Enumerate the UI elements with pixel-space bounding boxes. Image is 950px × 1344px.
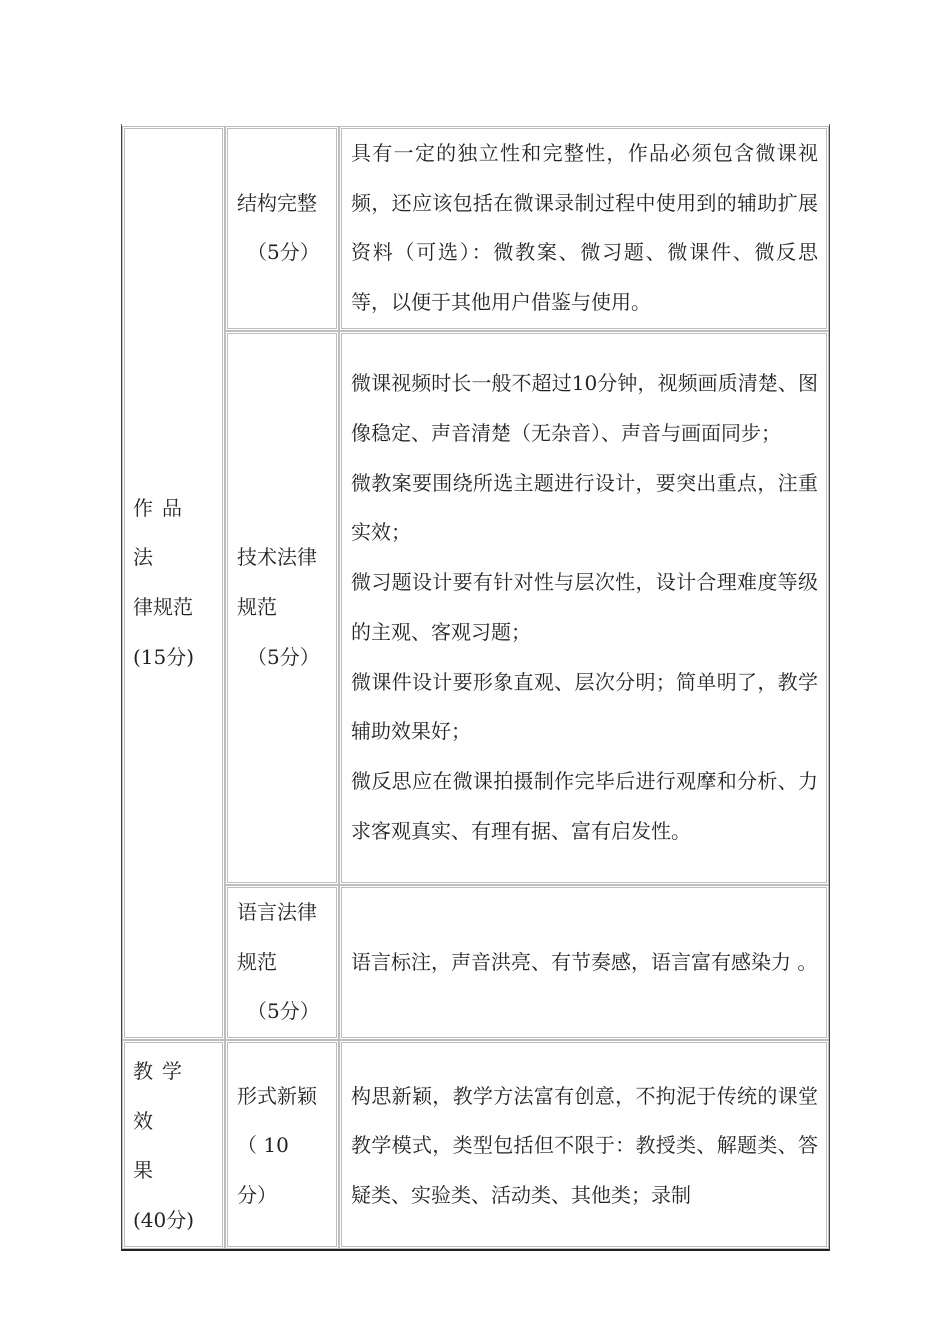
- description-paragraph: 微习题设计要有针对性与层次性，设计合理难度等级的主观、客观习题；: [351, 570, 818, 644]
- subcategory-cell-novel-form: [225, 1040, 339, 1249]
- score-number: 10: [263, 1133, 289, 1158]
- description-cell-structure: [339, 126, 829, 331]
- subcategory-line: 语言法律: [237, 899, 317, 924]
- subcategory-line: 形式新颖: [237, 1083, 317, 1108]
- description-cell-language: [339, 885, 829, 1040]
- description-text: 构思新颖，教学方法富有创意，不拘泥于传统的课堂教学模式，类型包括但不限于：教授类、解题类、答疑类、实验类、活动类、其他类；录制: [351, 1083, 818, 1208]
- description-cell-novel-form: [339, 1040, 829, 1249]
- category-cell-work-standards: [122, 126, 225, 1040]
- description-text: 具有一定的独立性和完整性，作品必须包含微课视频，还应该包括在微课录制过程中使用到的辅助扩展资料（可选）：微教案、微习题、微课件、微反思等，以便于其他用户借鉴与使用。: [351, 141, 818, 315]
- subcategory-line: 结构完整: [237, 190, 317, 215]
- scoring-rubric-table: [121, 126, 830, 1251]
- description-cell-technical: [339, 331, 829, 885]
- open-paren: （: [237, 1133, 257, 1158]
- subcategory-line: 分）: [237, 1183, 277, 1208]
- category-score: (40分): [133, 1208, 195, 1233]
- subcategory-line: 规范: [237, 594, 277, 619]
- description-paragraph: 微课视频时长一般不超过10分钟，视频画质清楚、图像稳定、声音清楚（无杂音）、声音与画面同步；: [351, 371, 818, 445]
- description-paragraph: 微反思应在微课拍摄制作完毕后进行观摩和分析、力求客观真实、有理有据、富有启发性。: [351, 768, 818, 843]
- table-row: [122, 885, 829, 1040]
- category-line: 作品法: [133, 495, 191, 570]
- subcategory-cell-structure: [225, 126, 339, 331]
- subcategory-line: 技术法律: [237, 545, 317, 570]
- category-line: 果: [133, 1158, 153, 1183]
- subcategory-score: （5分）: [247, 999, 320, 1024]
- description-text: 语言标注，声音洪亮、有节奏感，语言富有感染力 。: [351, 949, 818, 974]
- subcategory-cell-technical: [225, 331, 339, 885]
- table-row: [122, 1040, 829, 1249]
- subcategory-score-line: [237, 1121, 330, 1171]
- category-cell-teaching-effect: [122, 1040, 225, 1249]
- subcategory-score: （5分）: [247, 644, 320, 669]
- subcategory-cell-language: [225, 885, 339, 1040]
- table-row: [122, 126, 829, 331]
- subcategory-line: 规范: [237, 949, 277, 974]
- category-score: (15分): [133, 644, 195, 669]
- subcategory-score: （5分）: [247, 240, 320, 265]
- description-paragraph: 微教案要围绕所选主题进行设计，要突出重点，注重实效；: [351, 470, 818, 545]
- category-line: 教学效: [133, 1058, 191, 1133]
- category-line: 律规范: [133, 594, 193, 619]
- table-row: [122, 331, 829, 885]
- description-paragraph: 微课件设计要形象直观、层次分明；简单明了，教学辅助效果好；: [351, 669, 818, 744]
